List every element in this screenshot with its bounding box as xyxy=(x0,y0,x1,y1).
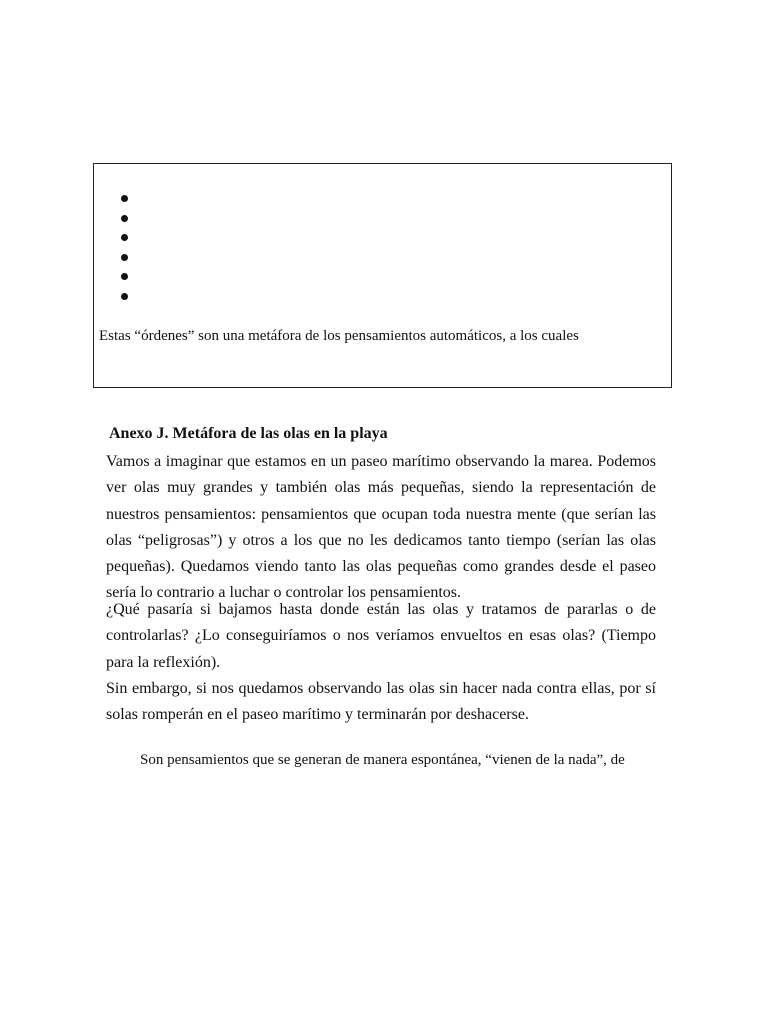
annex-paragraph: Sin embargo, si nos quedamos observando las olas sin hacer nada contra ellas, por sí solas romperán en el paseo marítimo y terminarán por deshacerse. xyxy=(106,680,656,724)
bullet-point xyxy=(121,195,128,202)
bullet-point xyxy=(121,234,128,241)
bordered-text-box xyxy=(93,163,672,388)
empty-bullet-list xyxy=(121,195,128,312)
annex-heading: Anexo J. Metáfora de las olas en la playa xyxy=(109,425,388,442)
box-paragraph: Estas “órdenes” son una metáfora de los pensamientos automáticos, a los cuales xyxy=(99,328,579,344)
bullet-point xyxy=(121,254,128,261)
annex-paragraph: ¿Qué pasaría si bajamos hasta donde están las olas y tratamos de pararlas o de controlarlas? ¿Lo conseguiríamos o nos veríamos envueltos en esas olas? (Tiempo para la reflexión). xyxy=(106,601,656,671)
bullet-point xyxy=(121,215,128,222)
closing-paragraph: Son pensamientos que se generan de manera espontánea, “vienen de la nada”, de xyxy=(140,752,625,768)
bullet-point xyxy=(121,293,128,300)
bullet-point xyxy=(121,273,128,280)
annex-paragraph: Vamos a imaginar que estamos en un paseo marítimo observando la marea. Podemos ver olas muy grandes y también olas más pequeñas, siendo la representación de nuestros pensamientos: pensamientos que ocupan toda nuestra mente (que serían las olas “peligrosas”) y otros a los que no les dedicamos tanto tiempo (serían las olas pequeñas). Quedamos viendo tanto las olas pequeñas como grandes desde el paseo sería lo contrario a luchar o controlar los pensamientos. xyxy=(106,453,656,602)
